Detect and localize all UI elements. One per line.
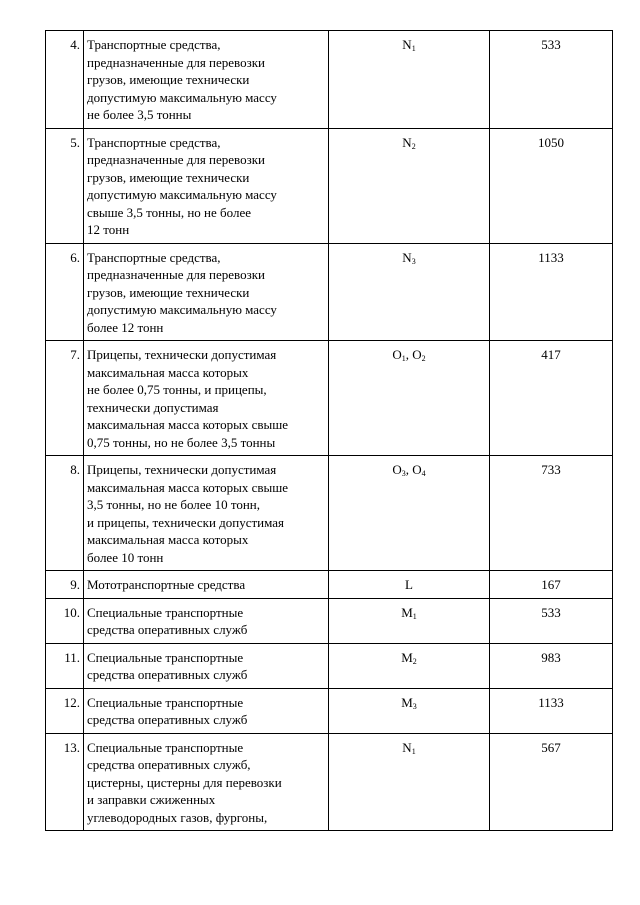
row-number: 5. bbox=[46, 128, 84, 243]
vehicle-description: Специальные транспортные средства оперативных служб bbox=[84, 688, 329, 733]
fee-amount: 1133 bbox=[490, 688, 613, 733]
category-separator: , bbox=[405, 462, 413, 477]
vehicle-category bbox=[329, 598, 490, 643]
category-subscript: 1 bbox=[412, 611, 417, 621]
table-row bbox=[46, 31, 613, 129]
vehicle-description: Прицепы, технически допустимая максимальная масса которых не более 0,75 тонны, и прицепы, технически допустимая максимальная масса которых свыше 0,75 тонны, но не более 3,5 тонны bbox=[84, 341, 329, 456]
fee-amount: 983 bbox=[490, 643, 613, 688]
category-code: N bbox=[402, 134, 412, 150]
category-code: M bbox=[401, 604, 413, 620]
vehicle-category bbox=[329, 456, 490, 571]
row-number: 13. bbox=[46, 733, 84, 831]
vehicle-category bbox=[329, 243, 490, 341]
vehicle-category bbox=[329, 31, 490, 129]
category-code: O bbox=[392, 347, 402, 362]
vehicle-description: Транспортные средства, предназначенные для перевозки грузов, имеющие технически допустимую максимальную массу не более 3,5 тонны bbox=[84, 31, 329, 129]
category-code: M bbox=[401, 649, 413, 665]
category-subscript: 4 bbox=[421, 469, 426, 478]
vehicle-description: Транспортные средства, предназначенные для перевозки грузов, имеющие технически допустимую максимальную массу более 12 тонн bbox=[84, 243, 329, 341]
vehicle-category bbox=[329, 643, 490, 688]
category-subscript: 3 bbox=[411, 256, 416, 266]
row-number: 4. bbox=[46, 31, 84, 129]
category-code: O bbox=[412, 347, 422, 362]
fee-amount: 1050 bbox=[490, 128, 613, 243]
fee-amount: 733 bbox=[490, 456, 613, 571]
table-row bbox=[46, 456, 613, 571]
vehicle-category bbox=[329, 688, 490, 733]
row-number: 8. bbox=[46, 456, 84, 571]
vehicle-category bbox=[329, 341, 490, 456]
category-code: O bbox=[392, 462, 402, 477]
table-row bbox=[46, 128, 613, 243]
category-subscript: 2 bbox=[421, 354, 426, 363]
table-row bbox=[46, 243, 613, 341]
vehicle-description: Специальные транспортные средства оперативных служб, цистерны, цистерны для перевозки и заправки сжиженных углеводородных газов, фургоны, bbox=[84, 733, 329, 831]
row-number: 9. bbox=[46, 571, 84, 599]
fee-amount: 167 bbox=[490, 571, 613, 599]
row-number: 6. bbox=[46, 243, 84, 341]
table-row bbox=[46, 341, 613, 456]
table-row bbox=[46, 643, 613, 688]
vehicle-description: Прицепы, технически допустимая максимальная масса которых свыше 3,5 тонны, но не более 10 тонн, и прицепы, технически допустимая максимальная масса которых более 10 тонн bbox=[84, 456, 329, 571]
category-subscript: 1 bbox=[411, 44, 416, 53]
row-number: 10. bbox=[46, 598, 84, 643]
fee-table bbox=[45, 30, 613, 831]
table-row bbox=[46, 733, 613, 831]
row-number: 7. bbox=[46, 341, 84, 456]
category-code: N bbox=[402, 249, 412, 265]
category-subscript: 2 bbox=[411, 141, 416, 151]
fee-amount: 417 bbox=[490, 341, 613, 456]
category-code: N bbox=[402, 37, 412, 52]
vehicle-description: Мототранспортные средства bbox=[84, 571, 329, 599]
vehicle-description: Специальные транспортные средства оперативных служб bbox=[84, 643, 329, 688]
table-row bbox=[46, 688, 613, 733]
vehicle-category bbox=[329, 128, 490, 243]
table-row bbox=[46, 571, 613, 599]
category-code: O bbox=[412, 462, 422, 477]
row-number: 11. bbox=[46, 643, 84, 688]
category-subscript: 2 bbox=[412, 656, 417, 666]
category-subscript: 3 bbox=[412, 701, 417, 711]
table-row bbox=[46, 598, 613, 643]
category-subscript: 1 bbox=[411, 746, 416, 756]
vehicle-category bbox=[329, 733, 490, 831]
category-code: L bbox=[405, 577, 413, 592]
category-code: M bbox=[401, 694, 413, 710]
category-code: N bbox=[402, 739, 412, 755]
fee-amount: 533 bbox=[490, 31, 613, 129]
category-subscript: 1 bbox=[401, 354, 406, 363]
vehicle-category bbox=[329, 571, 490, 599]
row-number: 12. bbox=[46, 688, 84, 733]
category-subscript: 3 bbox=[401, 469, 406, 478]
fee-table-body bbox=[46, 31, 613, 831]
vehicle-description: Транспортные средства, предназначенные для перевозки грузов, имеющие технически допустимую максимальную массу свыше 3,5 тонны, но не более 12 тонн bbox=[84, 128, 329, 243]
fee-amount: 1133 bbox=[490, 243, 613, 341]
fee-amount: 533 bbox=[490, 598, 613, 643]
vehicle-description: Специальные транспортные средства оперативных служб bbox=[84, 598, 329, 643]
fee-amount: 567 bbox=[490, 733, 613, 831]
category-separator: , bbox=[405, 347, 413, 362]
